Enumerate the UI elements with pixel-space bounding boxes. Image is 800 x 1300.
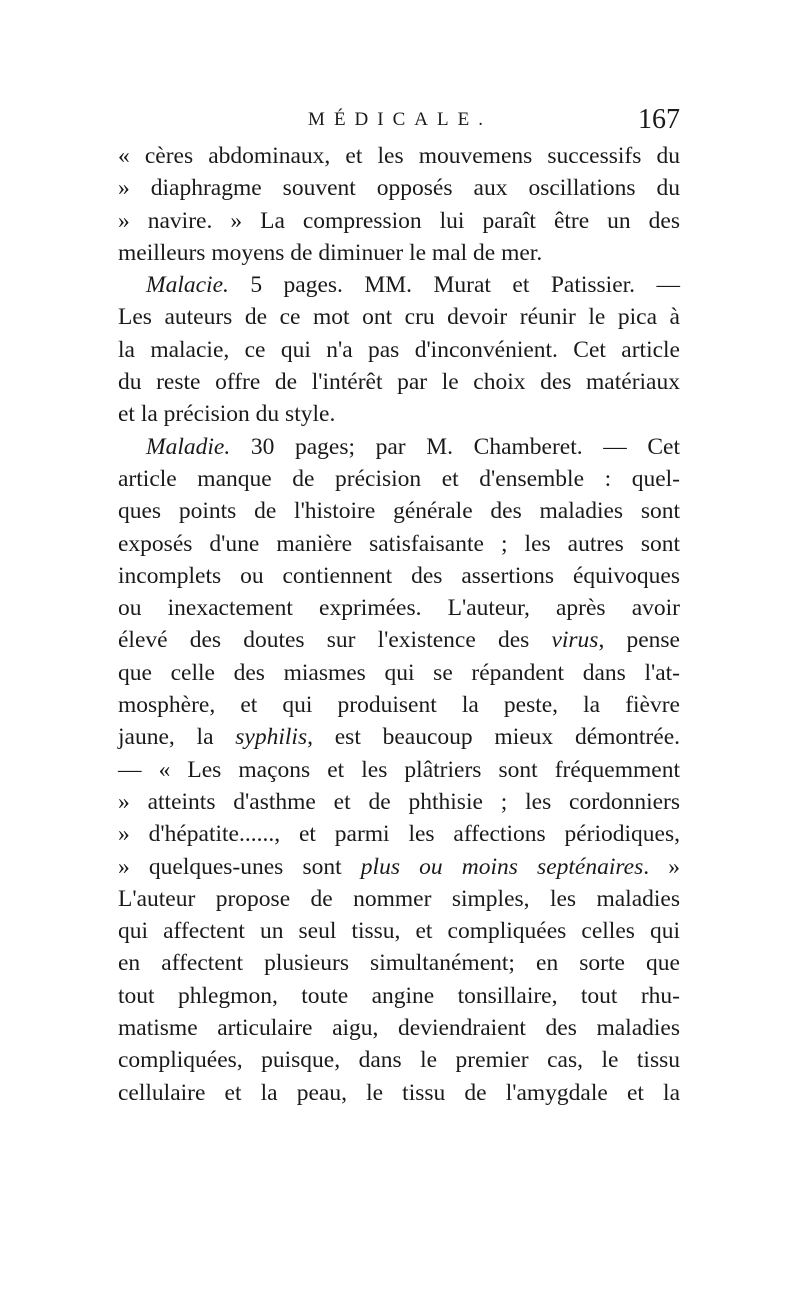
page-number: 167 xyxy=(638,104,680,135)
text-line: » atteints d'asthme et de phthisie ; les cordonniers xyxy=(118,788,680,815)
text-line: du reste offre de l'intérêt par le choix des matériaux xyxy=(118,369,680,396)
entry-line-malacie xyxy=(118,269,680,301)
text-line: ques points de l'histoire générale des maladies sont xyxy=(118,498,680,525)
text-fragment: , est beaucoup mieux démontrée. xyxy=(307,724,680,751)
text-line-septenaires xyxy=(118,851,680,883)
text-line: Les auteurs de ce mot ont cru devoir réunir le pica à xyxy=(118,304,680,331)
text-line: en affectent plusieurs simultanément; en sorte que xyxy=(118,950,680,977)
text-line: mosphère, et qui produisent la peste, la fièvre xyxy=(118,692,680,719)
italic-word-virus: virus xyxy=(551,627,599,654)
text-line: « cères abdominaux, et les mouvemens successifs du xyxy=(118,143,680,169)
text-line: compliquées, puisque, dans le premier cas, le tissu xyxy=(118,1047,680,1074)
text-line: meilleurs moyens de diminuer le mal de mer. xyxy=(118,239,543,266)
entry-text: 5 pages. MM. Murat et Patissier. — xyxy=(228,272,680,299)
running-title: MÉDICALE. xyxy=(308,109,492,130)
text-line: cellulaire et la peau, le tissu de l'amygdale et la xyxy=(118,1079,680,1106)
text-line-syphilis xyxy=(118,721,680,753)
text-fragment: » quelques-unes sont xyxy=(118,853,361,880)
entry-term-malacie: Malacie. xyxy=(146,272,229,299)
running-head xyxy=(120,102,680,138)
text-line: » navire. » La compression lui paraît être un des xyxy=(118,207,680,234)
entry-text: 30 pages; par M. Chamberet. — Cet xyxy=(230,433,680,460)
text-line: » d'hépatite......, et parmi les affections périodiques, xyxy=(118,821,680,848)
text-line: la malacie, ce qui n'a pas d'inconvénient. Cet article xyxy=(118,336,680,363)
text-line: — « Les maçons et les plâtriers sont fréquemment xyxy=(118,756,680,783)
text-fragment: élevé des doutes sur l'existence des xyxy=(118,627,552,654)
text-line: qui affectent un seul tissu, et compliquées celles qui xyxy=(118,918,680,945)
text-line: article manque de précision et d'ensemble : quel- xyxy=(118,465,680,492)
entry-line-maladie xyxy=(118,431,680,463)
text-line: ou inexactement exprimées. L'auteur, après avoir xyxy=(118,595,680,622)
text-line: L'auteur propose de nommer simples, les maladies xyxy=(118,885,680,912)
body-text xyxy=(118,140,680,1109)
text-line: que celle des miasmes qui se répandent dans l'at- xyxy=(118,659,680,686)
text-line: » diaphragme souvent opposés aux oscillations du xyxy=(118,175,680,202)
text-line: incomplets ou contiennent des assertions équivoques xyxy=(118,562,680,589)
text-fragment: . » xyxy=(643,853,680,880)
text-fragment: , pense xyxy=(598,627,680,654)
text-line: et la précision du style. xyxy=(118,401,336,428)
text-line: exposés d'une manière satisfaisante ; les autres sont xyxy=(118,530,680,557)
italic-phrase-septenaires: plus ou moins septénaires xyxy=(360,853,644,880)
text-line: tout phlegmon, toute angine tonsillaire, tout rhu- xyxy=(118,982,680,1009)
text-line: matisme articulaire aigu, deviendraient des maladies xyxy=(118,1015,680,1042)
italic-word-syphilis: syphilis xyxy=(235,724,308,751)
text-line-virus xyxy=(118,624,680,656)
entry-term-maladie: Maladie. xyxy=(146,433,231,460)
text-fragment: jaune, la xyxy=(118,724,236,751)
